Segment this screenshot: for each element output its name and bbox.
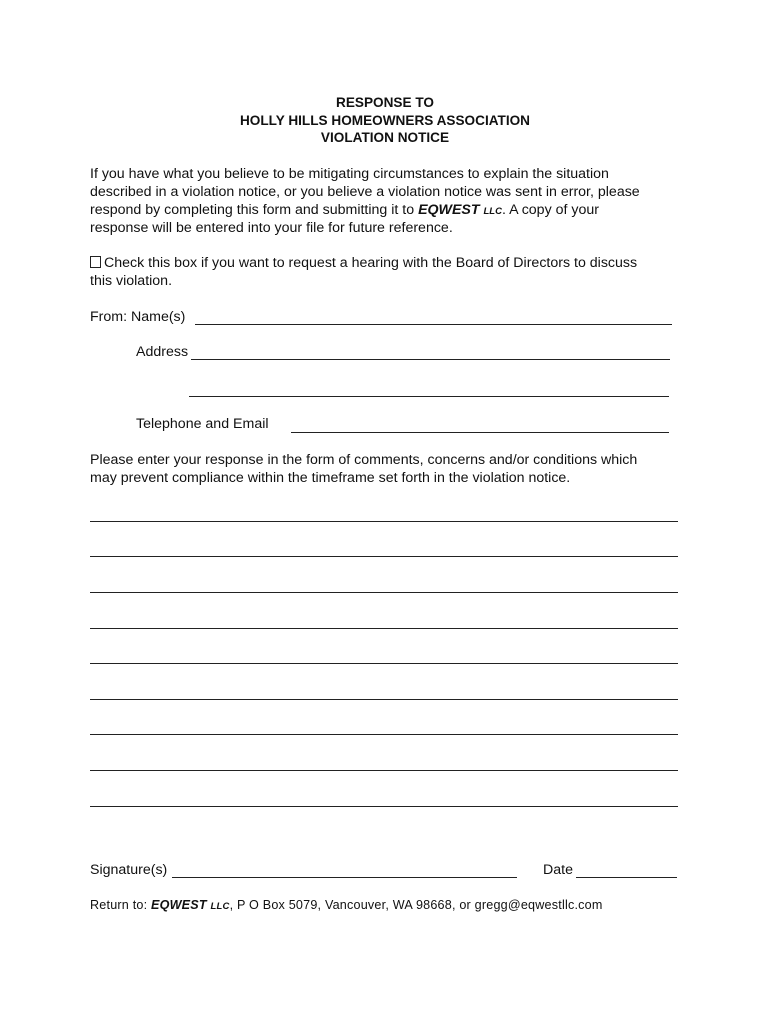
eqwest-llc: LLC [483,205,502,217]
response-prompt-line-1: Please enter your response in the form of comments, concerns and/or conditions which [90,452,638,468]
intro-line-3-end: . A copy of your [501,201,599,218]
intro-line-3-start: respond by completing this form and submitting it to [90,201,419,218]
intro-line-2: described in a violation notice, or you believe a violation notice was sent in error, please [90,183,640,200]
intro-line-1: If you have what you believe to be mitigating circumstances to explain the situation [90,166,609,182]
title-line-3: VIOLATION NOTICE [320,130,450,145]
return-prefix: Return to: [90,898,151,912]
date-field[interactable] [576,877,677,878]
response-line[interactable] [90,770,678,771]
address-field-line-2[interactable] [189,396,669,397]
response-line[interactable] [90,806,678,807]
return-address [90,897,603,915]
footer-eqwest-llc: LLC [210,901,230,912]
telephone-email-label: Telephone and Email [136,416,269,432]
hearing-checkbox[interactable] [90,256,101,268]
address-field-line-1[interactable] [191,359,670,360]
names-label: From: Name(s) [90,309,186,325]
hearing-request [90,255,690,291]
return-details: , P O Box 5079, Vancouver, WA 98668, or gregg@eqwestllc.com [229,898,603,912]
response-prompt [90,452,690,488]
telephone-email-field[interactable] [291,432,669,433]
response-line[interactable] [90,734,678,735]
names-field[interactable] [195,324,672,325]
response-line[interactable] [90,628,678,629]
hearing-line-1: Check this box if you want to request a hearing with the Board of Directors to discuss [104,255,638,271]
response-line[interactable] [90,699,678,700]
date-label: Date [543,862,573,878]
signature-field[interactable] [172,877,517,878]
response-line[interactable] [90,521,678,522]
response-line[interactable] [90,556,678,557]
hearing-line-2: this violation. [90,272,173,289]
document-title [0,94,770,147]
intro-line-4: response will be entered into your file for future reference. [90,220,453,237]
intro-paragraph [90,166,690,238]
title-line-1: RESPONSE TO [336,95,434,110]
eqwest-brand: EQWEST [418,201,480,218]
response-prompt-line-2: may prevent compliance within the timeframe set forth in the violation notice. [90,469,571,486]
response-line[interactable] [90,592,678,593]
response-line[interactable] [90,663,678,664]
address-label: Address [136,344,189,360]
intro-line-3 [90,202,690,221]
footer-eqwest-brand: EQWEST [151,898,207,912]
signature-label: Signature(s) [90,862,168,878]
title-line-2: HOLLY HILLS HOMEOWNERS ASSOCIATION [239,112,530,128]
